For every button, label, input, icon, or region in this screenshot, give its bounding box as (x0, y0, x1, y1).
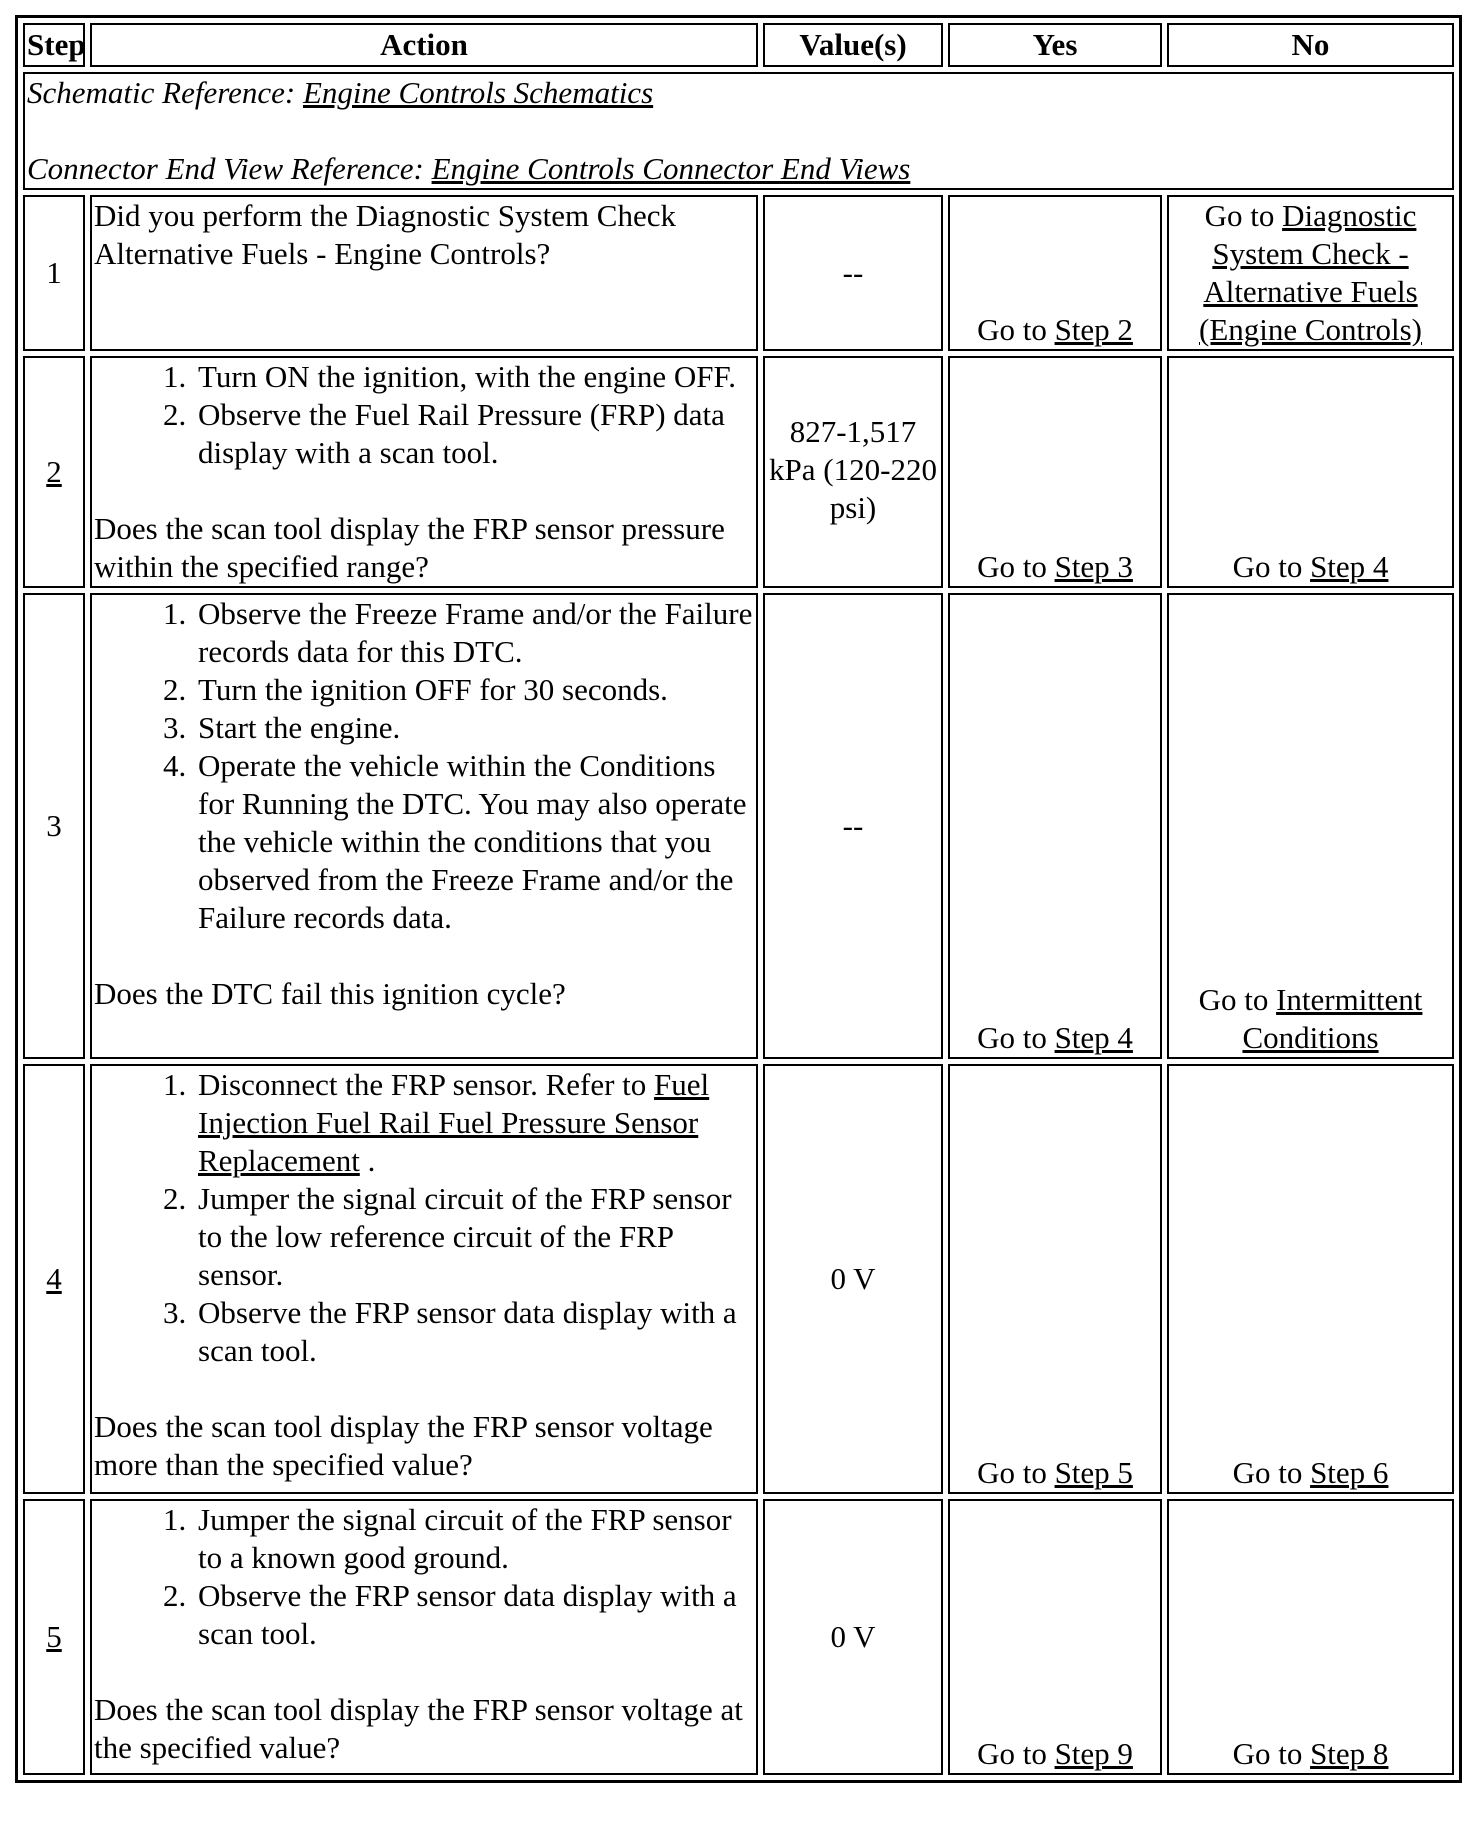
connector-reference-label: Connector End View Reference: (27, 151, 432, 186)
action-step: 3. Start the engine. (194, 709, 754, 747)
action-cell (90, 1064, 758, 1494)
action-step: 1. Observe the Freeze Frame and/or the Failure records data for this DTC. (194, 595, 754, 671)
reference-row (23, 72, 1454, 190)
action-step: 2. Jumper the signal circuit of the FRP sensor to the low reference circuit of the FRP sensor. (194, 1180, 754, 1294)
action-step: 1. Turn ON the ignition, with the engine OFF. (194, 358, 754, 396)
no-link[interactable]: Diagnostic System Check - Alternative Fuels (Engine Controls) (1199, 198, 1422, 347)
action-steps (94, 595, 754, 937)
no-cell (1167, 195, 1454, 351)
yes-cell (948, 1499, 1162, 1775)
value-cell: 827-1,517 kPa (120-220 psi) (763, 356, 943, 588)
value-cell: 0 V (763, 1499, 943, 1775)
action-steps (94, 1066, 754, 1370)
no-prefix: Go to (1204, 198, 1283, 233)
action-step: 2. Observe the Fuel Rail Pressure (FRP) data display with a scan tool. (194, 396, 754, 472)
no-prefix: Go to (1198, 982, 1277, 1017)
action-steps (94, 1501, 754, 1653)
no-link[interactable]: Step 8 (1310, 1736, 1389, 1771)
header-values: Value(s) (763, 23, 943, 67)
no-link[interactable]: Intermittent Conditions (1242, 982, 1423, 1055)
action-question: Does the DTC fail this ignition cycle? (94, 976, 566, 1011)
no-cell (1167, 356, 1454, 588)
yes-cell (948, 593, 1162, 1059)
value-cell: -- (763, 195, 943, 351)
step-number-link[interactable]: 5 (46, 1619, 62, 1654)
yes-cell (948, 195, 1162, 351)
step-number-cell (23, 1499, 85, 1775)
yes-cell (948, 356, 1162, 588)
no-prefix: Go to (1232, 1736, 1311, 1771)
no-link[interactable]: Step 4 (1310, 549, 1389, 584)
header-action: Action (90, 23, 758, 67)
table-row (23, 1064, 1454, 1494)
yes-prefix: Go to (977, 1736, 1055, 1771)
action-question: Does the scan tool display the FRP sensor voltage at the specified value? (94, 1692, 743, 1765)
yes-prefix: Go to (977, 1455, 1055, 1490)
action-step: 2. Observe the FRP sensor data display with a scan tool. (194, 1577, 754, 1653)
no-cell (1167, 1064, 1454, 1494)
table-row (23, 593, 1454, 1059)
step-number-link[interactable]: 2 (46, 454, 62, 489)
step-number-cell (23, 1064, 85, 1494)
action-cell (90, 356, 758, 588)
yes-link[interactable]: Step 4 (1054, 1020, 1133, 1055)
step-number: 1 (23, 195, 85, 351)
yes-link[interactable]: Step 2 (1054, 312, 1133, 347)
schematic-reference-label: Schematic Reference: (27, 75, 303, 110)
action-step: 2. Turn the ignition OFF for 30 seconds. (194, 671, 754, 709)
action-step-text: Disconnect the FRP sensor. Refer to (198, 1067, 655, 1102)
action-question: Does the scan tool display the FRP sensor voltage more than the specified value? (94, 1409, 713, 1482)
header-row (23, 23, 1454, 67)
step-number: 3 (23, 593, 85, 1059)
action-cell (90, 1499, 758, 1775)
action-step: 4. Operate the vehicle within the Conditions for Running the DTC. You may also operate the vehicle within the conditions that you observed from the Freeze Frame and/or the Failure records data. (194, 747, 754, 937)
diagnostic-table (15, 15, 1462, 1783)
yes-link[interactable]: Step 5 (1054, 1455, 1133, 1490)
connector-reference-link[interactable]: Engine Controls Connector End Views (431, 151, 911, 186)
action-step-suffix: . (359, 1143, 376, 1178)
table-row (23, 1499, 1454, 1775)
action-step (194, 1066, 754, 1180)
action-steps (94, 358, 754, 472)
value-cell: -- (763, 593, 943, 1059)
action-text: Did you perform the Diagnostic System Check Alternative Fuels - Engine Controls? (90, 195, 758, 351)
references-cell (23, 72, 1454, 190)
yes-prefix: Go to (977, 1020, 1055, 1055)
yes-prefix: Go to (977, 549, 1055, 584)
header-yes: Yes (948, 23, 1162, 67)
schematic-reference-link[interactable]: Engine Controls Schematics (302, 75, 654, 110)
no-link[interactable]: Step 6 (1310, 1455, 1389, 1490)
action-cell (90, 593, 758, 1059)
value-cell: 0 V (763, 1064, 943, 1494)
table-row (23, 195, 1454, 351)
no-cell (1167, 593, 1454, 1059)
no-prefix: Go to (1232, 549, 1311, 584)
step-number-link[interactable]: 4 (46, 1261, 62, 1296)
step-number-cell (23, 356, 85, 588)
yes-cell (948, 1064, 1162, 1494)
action-question: Does the scan tool display the FRP sensor pressure within the specified range? (94, 511, 725, 584)
yes-prefix: Go to (977, 312, 1055, 347)
header-step: Step (23, 23, 85, 67)
table-row (23, 356, 1454, 588)
header-no: No (1167, 23, 1454, 67)
yes-link[interactable]: Step 3 (1054, 549, 1133, 584)
no-cell (1167, 1499, 1454, 1775)
action-step: 3. Observe the FRP sensor data display with a scan tool. (194, 1294, 754, 1370)
action-step: 1. Jumper the signal circuit of the FRP sensor to a known good ground. (194, 1501, 754, 1577)
fuel-pressure-sensor-replacement-link[interactable]: Fuel Injection Fuel Rail Fuel Pressure Sensor Replacement (198, 1067, 710, 1178)
yes-link[interactable]: Step 9 (1054, 1736, 1133, 1771)
no-prefix: Go to (1232, 1455, 1311, 1490)
